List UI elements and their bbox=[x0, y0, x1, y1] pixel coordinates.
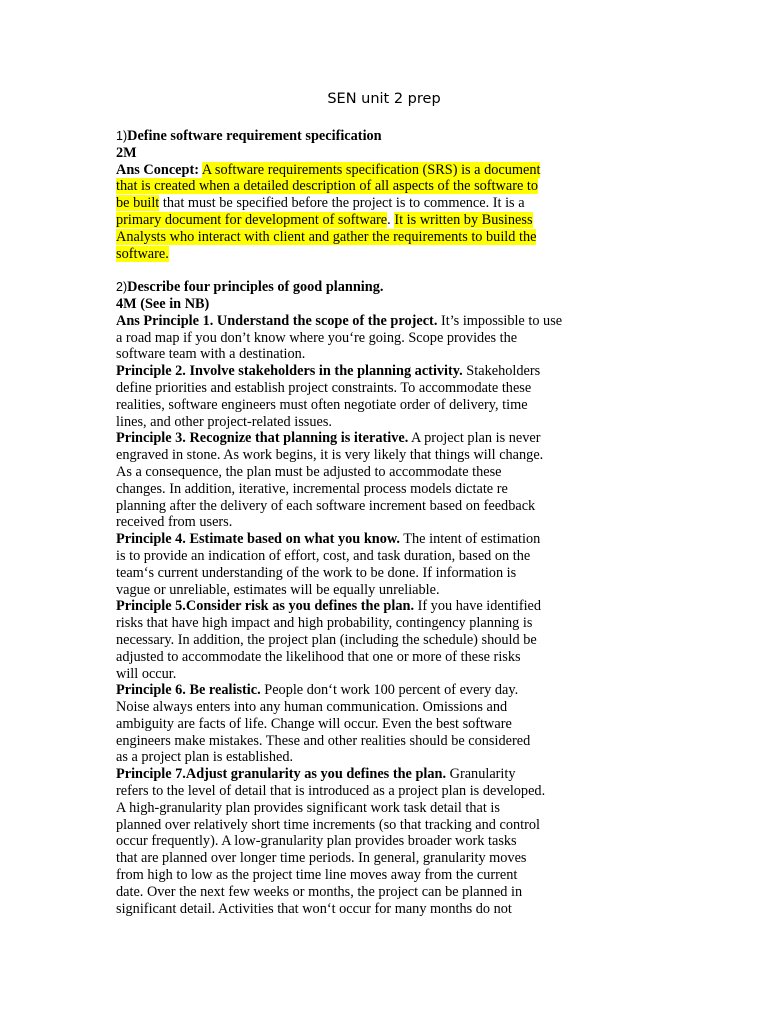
principle-text: People don‘t work 100 percent of every day. bbox=[260, 682, 519, 699]
principle-3-line-5: planning after the delivery of each software increment based on feedback bbox=[116, 497, 536, 514]
question-1-number: 1) bbox=[116, 129, 128, 143]
principle-5-line-2: risks that have high impact and high probability, contingency planning is bbox=[116, 615, 533, 632]
principle-7-heading: Principle 7.Adjust granularity as you defines the plan. bbox=[116, 766, 447, 783]
principle-4-line-4: vague or unreliable, estimates will be equally unreliable. bbox=[116, 581, 440, 598]
principle-4-line-1 bbox=[116, 531, 616, 548]
question-2-marks: 4M (See in NB) bbox=[116, 295, 210, 312]
answer-text: that must be specified before the project is to commence. It is a bbox=[159, 195, 525, 212]
principle-6-line-2: Noise always enters into any human communication. Omissions and bbox=[116, 699, 508, 716]
answer-1-label: Ans Concept: bbox=[116, 161, 200, 178]
principle-4-heading: Principle 4. Estimate based on what you know. bbox=[116, 531, 400, 548]
highlighted-text: be built bbox=[116, 195, 160, 212]
principle-5-heading: Principle 5.Consider risk as you defines the plan. bbox=[116, 598, 415, 615]
principle-7-line-8: date. Over the next few weeks or months, the project can be planned in bbox=[116, 883, 523, 900]
principle-2-heading: Principle 2. Involve stakeholders in the planning activity. bbox=[116, 363, 463, 380]
principle-7-line-9: significant detail. Activities that won‘t occur for many months do not bbox=[116, 900, 512, 917]
principle-1-line-3: software team with a destination. bbox=[116, 346, 306, 363]
question-1-heading bbox=[116, 128, 616, 145]
principle-7-line-5: occur frequently). A low-granularity plan provides broader work tasks bbox=[116, 833, 517, 850]
answer-1-line-3 bbox=[116, 195, 616, 212]
principle-6-line-4: engineers make mistakes. These and other realities should be considered bbox=[116, 732, 531, 749]
principle-6-heading: Principle 6. Be realistic. bbox=[116, 682, 261, 699]
question-1-text: Define software requirement specification bbox=[127, 128, 382, 144]
principle-5-line-3: necessary. In addition, the project plan (including the schedule) should be bbox=[116, 631, 537, 648]
principle-2-line-4: lines, and other project-related issues. bbox=[116, 413, 332, 430]
principle-3-heading: Principle 3. Recognize that planning is iterative. bbox=[116, 430, 409, 447]
principle-5-line-5: will occur. bbox=[116, 665, 177, 682]
highlighted-text: It is written by Business bbox=[394, 211, 533, 228]
answer-1-line-2 bbox=[116, 178, 616, 195]
principle-3-line-4: changes. In addition, iterative, incremental process models dictate re bbox=[116, 480, 508, 497]
principle-text: A project plan is never bbox=[408, 430, 541, 447]
highlighted-text: A software requirements specification (SRS) is a document bbox=[201, 161, 541, 178]
highlighted-text: software. bbox=[116, 245, 169, 262]
question-1-marks: 2M bbox=[116, 144, 137, 161]
principle-6-line-1 bbox=[116, 682, 616, 699]
principle-7-line-7: from high to low as the project time line moves away from the current bbox=[116, 867, 518, 884]
principle-5-line-1 bbox=[116, 598, 616, 615]
document-body bbox=[116, 128, 616, 917]
principle-6-line-5: as a project plan is established. bbox=[116, 749, 294, 766]
principle-7-line-3: A high-granularity plan provides significant work task detail that is bbox=[116, 799, 500, 816]
question-1-marks-line bbox=[116, 145, 616, 162]
answer-text: . bbox=[387, 211, 395, 228]
principle-4-line-3: team‘s current understanding of the work to be done. If information is bbox=[116, 564, 517, 581]
principle-6-line-3: ambiguity are facts of life. Change will occur. Even the best software bbox=[116, 715, 512, 732]
principle-text: It’s impossible to use bbox=[437, 312, 563, 329]
answer-1-line-1 bbox=[116, 162, 616, 179]
principle-2-line-2: define priorities and establish project constraints. To accommodate these bbox=[116, 379, 532, 396]
page-title: SEN unit 2 prep bbox=[327, 91, 441, 107]
principle-7-line-4: planned over relatively short time increments (so that tracking and control bbox=[116, 816, 541, 833]
principle-4-line-2: is to provide an indication of effort, cost, and task duration, based on the bbox=[116, 547, 531, 564]
principle-1-line-1 bbox=[116, 313, 616, 330]
highlighted-text: primary document for development of software bbox=[116, 211, 388, 228]
highlighted-text: Analysts who interact with client and gather the requirements to build the bbox=[116, 228, 537, 245]
principle-7-line-6: that are planned over longer time periods. In general, granularity moves bbox=[116, 850, 527, 867]
principle-3-line-2: engraved in stone. As work begins, it is very likely that things will change. bbox=[116, 447, 544, 464]
principle-3-line-1 bbox=[116, 430, 616, 447]
principle-text: The intent of estimation bbox=[399, 531, 541, 548]
answer-1-line-5 bbox=[116, 229, 616, 246]
principle-text: Stakeholders bbox=[462, 363, 541, 380]
principle-1-heading: Ans Principle 1. Understand the scope of the project. bbox=[116, 312, 438, 329]
question-2-text: Describe four principles of good planning. bbox=[127, 279, 384, 296]
question-2-heading bbox=[116, 279, 616, 296]
spacer bbox=[116, 262, 616, 279]
question-2-marks-line bbox=[116, 296, 616, 313]
principle-1-line-2: a road map if you don’t know where you‘re going. Scope provides the bbox=[116, 329, 518, 346]
principle-2-line-3: realities, software engineers must often negotiate order of delivery, time bbox=[116, 396, 528, 413]
answer-1-line-6 bbox=[116, 246, 616, 263]
principle-7-line-1 bbox=[116, 766, 616, 783]
principle-text: Granularity bbox=[446, 766, 516, 783]
principle-3-line-6: received from users. bbox=[116, 514, 233, 531]
answer-1-line-4 bbox=[116, 212, 616, 229]
highlighted-text: that is created when a detailed description of all aspects of the software to bbox=[116, 178, 538, 195]
principle-2-line-1 bbox=[116, 363, 616, 380]
principle-3-line-3: As a consequence, the plan must be adjusted to accommodate these bbox=[116, 463, 502, 480]
principle-text: If you have identified bbox=[414, 598, 542, 615]
principle-7-line-2: refers to the level of detail that is introduced as a project plan is developed. bbox=[116, 783, 546, 800]
question-2-number: 2) bbox=[116, 280, 128, 295]
principle-5-line-4: adjusted to accommodate the likelihood that one or more of these risks bbox=[116, 648, 521, 665]
